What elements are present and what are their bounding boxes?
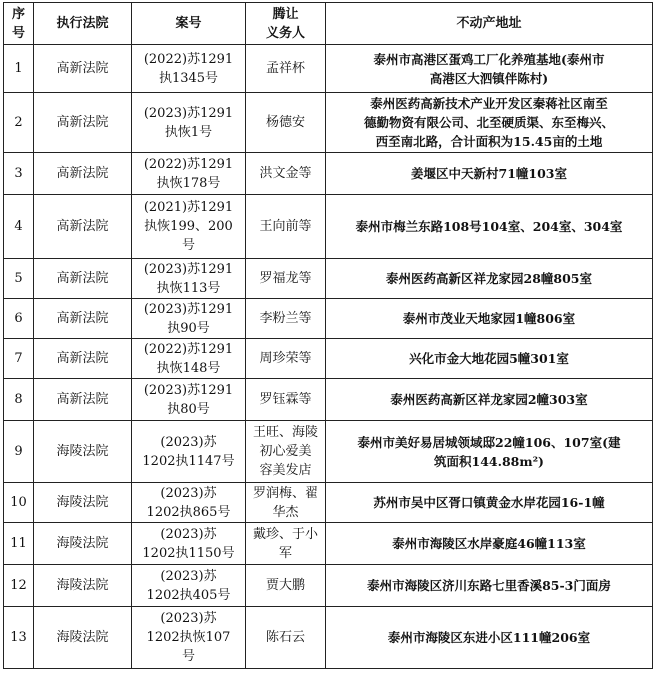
table-row xyxy=(4,153,653,195)
row-obligor: 王旺、海陵 初心爱美 容美发店 xyxy=(246,421,326,483)
table-row xyxy=(4,259,653,299)
header-party: 腾让 义务人 xyxy=(246,3,326,45)
row-court: 高新法院 xyxy=(34,379,132,421)
row-address: 泰州市海陵区济川东路七里香溪85-3门面房 xyxy=(326,565,653,607)
row-court: 海陵法院 xyxy=(34,421,132,483)
row-address: 兴化市金大地花园5幢301室 xyxy=(326,339,653,379)
row-address: 泰州医药高新区祥龙家园2幢303室 xyxy=(326,379,653,421)
table-row xyxy=(4,299,653,339)
row-obligor: 戴珍、于小 军 xyxy=(246,523,326,565)
row-court: 高新法院 xyxy=(34,93,132,153)
row-case-number: (2022)苏1291 执恢178号 xyxy=(132,153,246,195)
row-case-number: (2021)苏1291 执恢199、200 号 xyxy=(132,195,246,259)
table-row xyxy=(4,93,653,153)
row-address: 泰州医药高新区祥龙家园28幢805室 xyxy=(326,259,653,299)
row-case-number: (2023)苏 1202执1147号 xyxy=(132,421,246,483)
row-case-number: (2023)苏1291 执恢113号 xyxy=(132,259,246,299)
row-address: 泰州医药高新技术产业开发区秦蒋社区南至 德勤物资有限公司、北至硬质渠、东至梅兴、 西至南北路，合计面积为15.45亩的土地 xyxy=(326,93,653,153)
row-court: 高新法院 xyxy=(34,299,132,339)
row-seq: 10 xyxy=(4,483,34,523)
row-obligor: 杨德安 xyxy=(246,93,326,153)
row-case-number: (2023)苏 1202执1150号 xyxy=(132,523,246,565)
row-case-number: (2023)苏 1202执405号 xyxy=(132,565,246,607)
table-row xyxy=(4,379,653,421)
row-address: 姜堰区中天新村71幢103室 xyxy=(326,153,653,195)
row-case-number: (2023)苏1291 执90号 xyxy=(132,299,246,339)
table-row xyxy=(4,565,653,607)
row-case-number: (2023)苏1291 执恢1号 xyxy=(132,93,246,153)
row-case-number: (2023)苏1291 执80号 xyxy=(132,379,246,421)
row-case-number: (2023)苏 1202执865号 xyxy=(132,483,246,523)
row-obligor: 洪文金等 xyxy=(246,153,326,195)
property-table xyxy=(3,2,653,669)
row-court: 海陵法院 xyxy=(34,565,132,607)
row-obligor: 罗润梅、翟 华杰 xyxy=(246,483,326,523)
header-case: 案号 xyxy=(132,3,246,45)
table-row xyxy=(4,607,653,669)
table-body xyxy=(4,45,653,669)
row-obligor: 周珍荣等 xyxy=(246,339,326,379)
row-address: 泰州市海陵区东进小区111幢206室 xyxy=(326,607,653,669)
row-case-number: (2023)苏 1202执恢107 号 xyxy=(132,607,246,669)
row-address: 泰州市茂业天地家园1幢806室 xyxy=(326,299,653,339)
table-row xyxy=(4,339,653,379)
row-seq: 7 xyxy=(4,339,34,379)
row-obligor: 王向前等 xyxy=(246,195,326,259)
row-seq: 6 xyxy=(4,299,34,339)
row-obligor: 罗福龙等 xyxy=(246,259,326,299)
row-seq: 5 xyxy=(4,259,34,299)
table-row xyxy=(4,45,653,93)
row-obligor: 孟祥杯 xyxy=(246,45,326,93)
row-seq: 12 xyxy=(4,565,34,607)
row-case-number: (2022)苏1291 执1345号 xyxy=(132,45,246,93)
header-seq: 序 号 xyxy=(4,3,34,45)
row-seq: 1 xyxy=(4,45,34,93)
row-court: 海陵法院 xyxy=(34,483,132,523)
row-case-number: (2022)苏1291 执恢148号 xyxy=(132,339,246,379)
row-seq: 4 xyxy=(4,195,34,259)
row-address: 泰州市高港区蛋鸡工厂化养殖基地(泰州市 高港区大泗镇伴陈村) xyxy=(326,45,653,93)
table-row xyxy=(4,195,653,259)
row-court: 高新法院 xyxy=(34,45,132,93)
row-address: 泰州市美好易居城领域邸22幢106、107室(建 筑面积144.88m²) xyxy=(326,421,653,483)
header-row xyxy=(4,3,653,45)
row-seq: 3 xyxy=(4,153,34,195)
header-address: 不动产地址 xyxy=(326,3,653,45)
row-address: 泰州市海陵区水岸豪庭46幢113室 xyxy=(326,523,653,565)
row-seq: 11 xyxy=(4,523,34,565)
row-court: 海陵法院 xyxy=(34,523,132,565)
row-obligor: 李粉兰等 xyxy=(246,299,326,339)
row-court: 高新法院 xyxy=(34,259,132,299)
row-address: 苏州市吴中区胥口镇黄金水岸花园16-1幢 xyxy=(326,483,653,523)
table-row xyxy=(4,523,653,565)
row-seq: 9 xyxy=(4,421,34,483)
row-seq: 8 xyxy=(4,379,34,421)
table-row xyxy=(4,421,653,483)
row-court: 海陵法院 xyxy=(34,607,132,669)
row-obligor: 贾大鹏 xyxy=(246,565,326,607)
row-court: 高新法院 xyxy=(34,339,132,379)
row-seq: 13 xyxy=(4,607,34,669)
row-court: 高新法院 xyxy=(34,195,132,259)
row-address: 泰州市梅兰东路108号104室、204室、304室 xyxy=(326,195,653,259)
table-row xyxy=(4,483,653,523)
header-court: 执行法院 xyxy=(34,3,132,45)
row-seq: 2 xyxy=(4,93,34,153)
row-obligor: 罗钰霖等 xyxy=(246,379,326,421)
row-obligor: 陈石云 xyxy=(246,607,326,669)
row-court: 高新法院 xyxy=(34,153,132,195)
